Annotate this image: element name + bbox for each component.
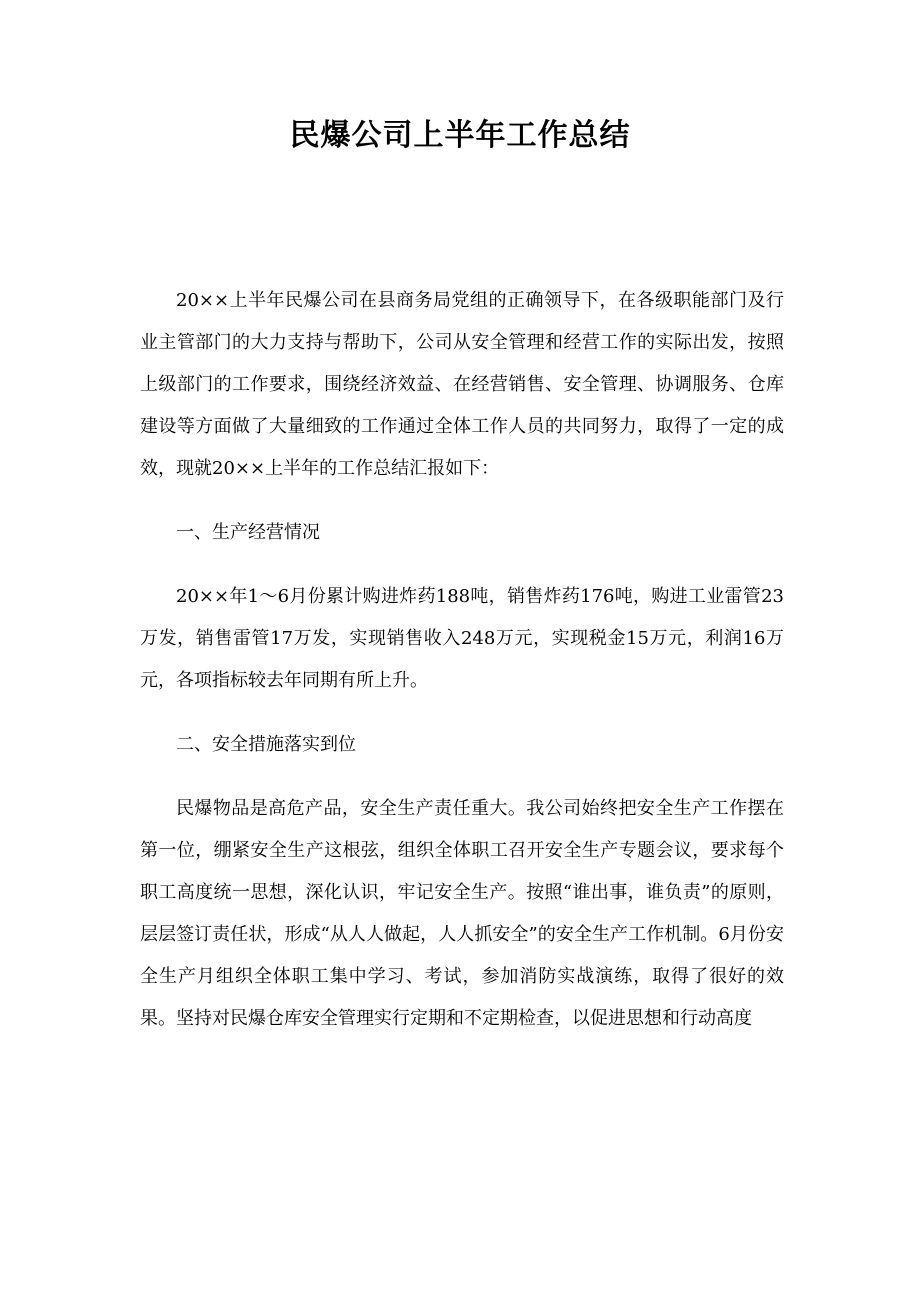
section-body-production: 20××年1～6月份累计购进炸药188吨，销售炸药176吨，购进工业雷管23万发，销售雷管17万发，实现销售收入248万元，实现税金15万元，利润16万元，各项指标较去年同期有所上升。 bbox=[140, 586, 784, 691]
section-body-safety: 民爆物品是高危产品，安全生产责任重大。我公司始终把安全生产工作摆在第一位，绷紧安全生产这根弦，组织全体职工召开安全生产专题会议，要求每个职工高度统一思想，深化认识，牢记安全生产。按照“谁出事，谁负责”的原则，层层签订责任状，形成“从人人做起，人人抓安全”的安全生产工作机制。6月份安全生产月组织全体职工集中学习、考试，参加消防实战演练，取得了很好的效果。坚持对民爆仓库安全管理实行定期和不定期检查，以促进思想和行动高度 bbox=[140, 798, 784, 1029]
document-title: 民爆公司上半年工作总结 bbox=[289, 118, 631, 153]
section-heading-safety: 二、安全措施落实到位 bbox=[176, 734, 356, 755]
section-heading-production: 一、生产经营情况 bbox=[176, 522, 320, 543]
document-body bbox=[140, 280, 784, 1062]
intro-paragraph: 20××上半年民爆公司在县商务局党组的正确领导下，在各级职能部门及行业主管部门的大力支持与帮助下，公司从安全管理和经营工作的实际出发，按照上级部门的工作要求，围绕经济效益、在经营销售、安全管理、协调服务、仓库建设等方面做了大量细致的工作通过全体工作人员的共同努力，取得了一定的成效，现就20××上半年的工作总结汇报如下： bbox=[140, 290, 784, 479]
